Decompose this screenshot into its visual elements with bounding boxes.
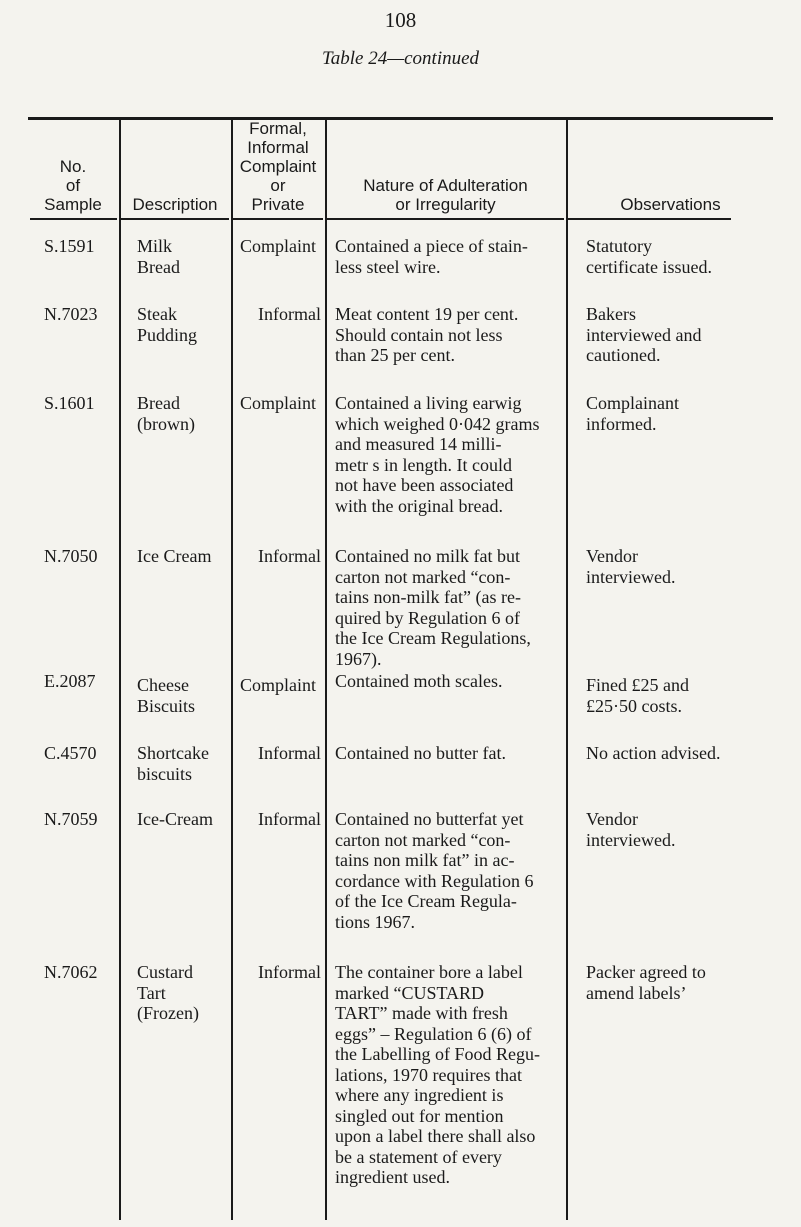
table-row-formal: Complaint (240, 236, 316, 256)
table-row-nature: Contained no butterfat yet carton not marked “con- tains non milk fat” in ac- cordance with Regulation 6 of the Ice Cream Regula- tions 1967. (335, 809, 534, 932)
table-row-observations: Packer agreed to amend labels’ (586, 962, 706, 1003)
header-rule (121, 218, 229, 220)
table-row-description: Custard Tart (Frozen) (137, 962, 199, 1023)
table-row-formal: Informal (258, 743, 321, 763)
table-row-observations: Vendor interviewed. (586, 546, 676, 587)
table-title: Table 24—continued (321, 48, 480, 69)
table-row-formal: Informal (258, 546, 321, 566)
table-row-description: Bread (brown) (137, 393, 195, 434)
table-row-observations: Bakers interviewed and cautioned. (586, 304, 702, 365)
table-row-nature: Contained a piece of stain- less steel wire. (335, 236, 528, 277)
table-row-nature: The container bore a label marked “CUSTARD TART” made with fresh eggs” – Regulation 6 (6) of the Labelling of Food Regu- lations, 1970 requires that where any ingredient is singled out for mention upon a label there shall also be a statement of every ingredient used. (335, 962, 540, 1187)
header-observations: Observations (620, 195, 721, 214)
column-divider (119, 120, 121, 1220)
table-row-description: Milk Bread (137, 236, 180, 277)
table-row-nature: Contained moth scales. (335, 671, 503, 691)
page-number: 108 (384, 8, 417, 32)
table-row-observations: Statutory certificate issued. (586, 236, 712, 277)
column-divider (231, 120, 233, 1220)
header-rule (568, 218, 731, 220)
table-row-formal: Complaint (240, 675, 316, 695)
table-row-description: Ice Cream (137, 546, 212, 566)
table-row-formal: Informal (258, 304, 321, 324)
table-row-no: S.1591 (44, 236, 95, 256)
column-divider (325, 120, 327, 1220)
table-row-description: Cheese Biscuits (137, 675, 196, 716)
table-row-nature: Meat content 19 per cent. Should contain not less than 25 per cent. (335, 304, 519, 365)
table-row-no: N.7059 (44, 809, 98, 829)
table-row-observations: No action advised. (586, 743, 721, 763)
table-row-formal: Informal (258, 962, 321, 982)
table-row-description: Steak Pudding (137, 304, 198, 345)
column-divider (566, 120, 568, 1220)
table-row-no: N.7023 (44, 304, 98, 324)
table-row-no: E.2087 (44, 671, 96, 691)
header-rule (30, 218, 117, 220)
table-row-description: Ice-Cream (137, 809, 213, 829)
table-row-no: C.4570 (44, 743, 97, 763)
table-row-observations: Complainant informed. (586, 393, 679, 434)
table-row-nature: Contained no butter fat. (335, 743, 506, 763)
header-no-of-sample: No. of Sample (44, 157, 102, 214)
table-row-nature: Contained no milk fat but carton not marked “con- tains non-milk fat” (as re- quired by Regulation 6 of the Ice Cream Regulations, 1967). (335, 546, 531, 669)
header-rule (327, 218, 564, 220)
header-formal-informal: Formal, Informal Complaint or Private (239, 119, 317, 214)
table-row-formal: Complaint (240, 393, 316, 413)
table-row-description: Shortcake biscuits (137, 743, 209, 784)
header-nature-of-adulteration: Nature of Adulteration or Irregularity (363, 176, 528, 214)
table-row-no: N.7062 (44, 962, 98, 982)
table-row-no: S.1601 (44, 393, 95, 413)
table-row-observations: Vendor interviewed. (586, 809, 676, 850)
table-row-observations: Fined £25 and £25·50 costs. (586, 675, 689, 716)
header-rule (233, 218, 323, 220)
table-row-no: N.7050 (44, 546, 98, 566)
table-row-nature: Contained a living earwig which weighed 0·042 grams and measured 14 milli- metr s in length. It could not have been associated with the original bread. (335, 393, 540, 516)
header-description: Description (132, 195, 218, 214)
table-row-formal: Informal (258, 809, 321, 829)
